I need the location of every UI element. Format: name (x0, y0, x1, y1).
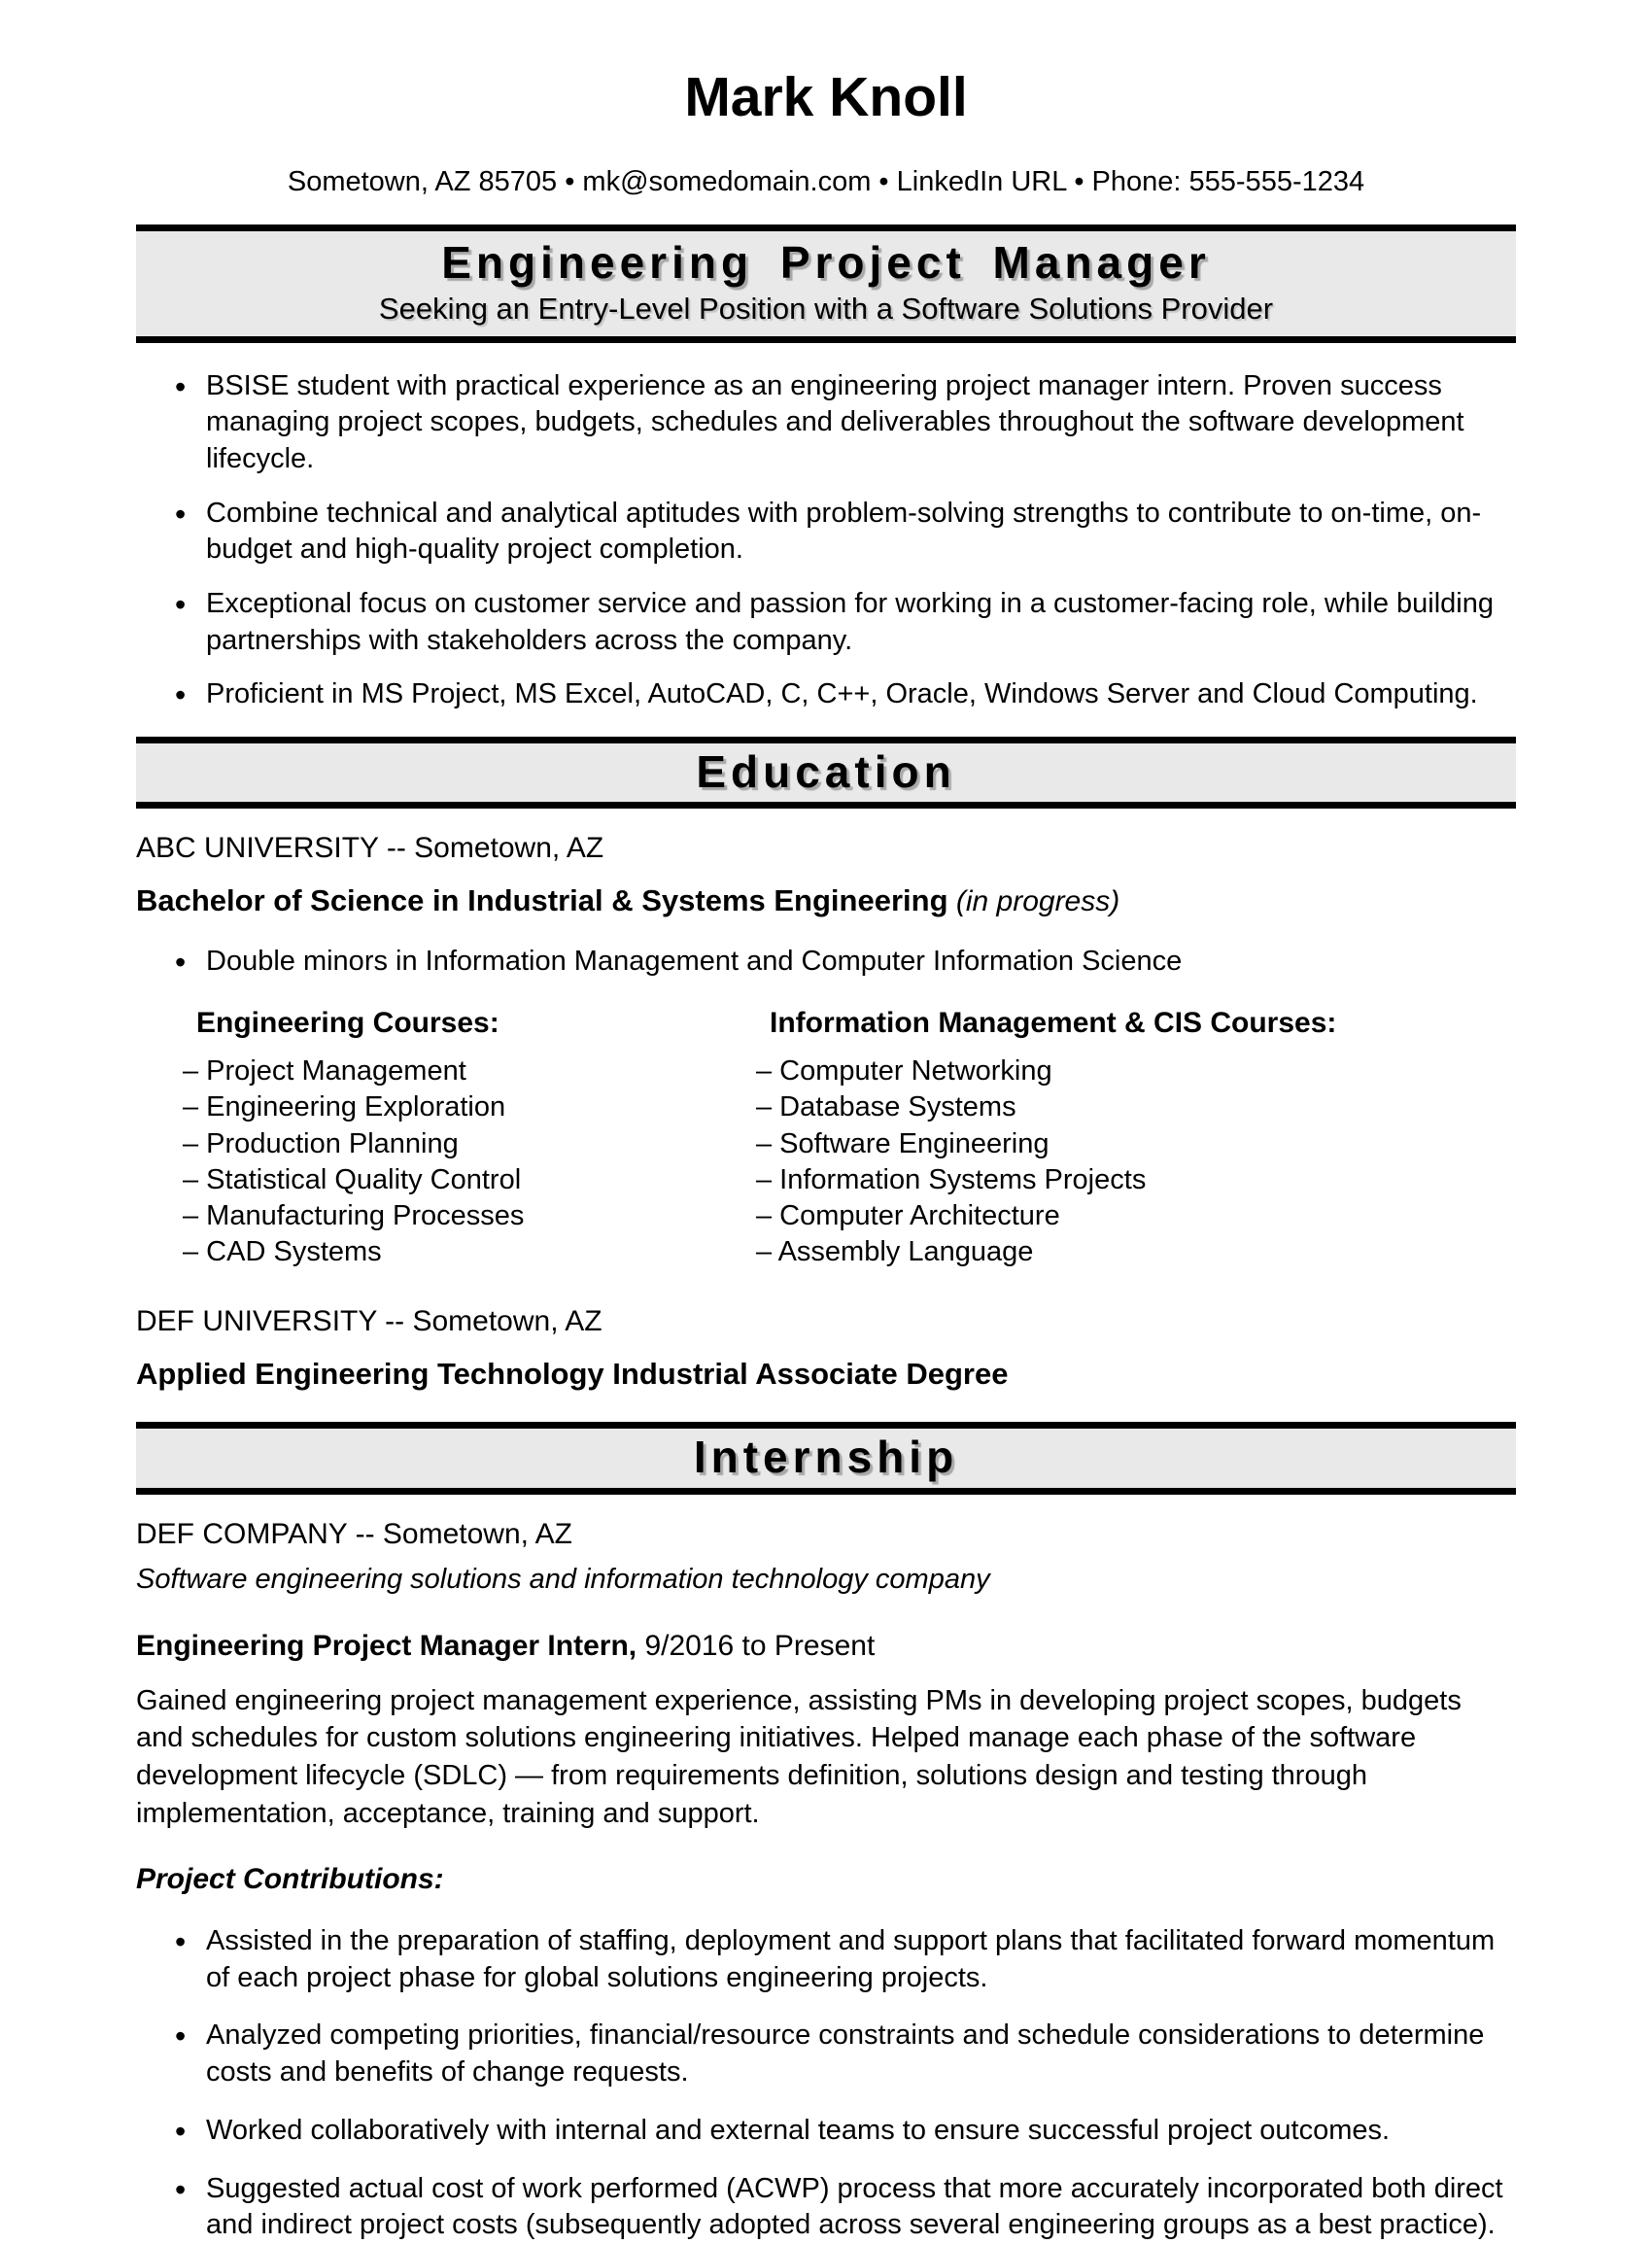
contribution-bullet: • Analyzed competing priorities, financial/resource constraints and schedule considerations to determine costs and benefits of change requests. (136, 2018, 1516, 2090)
summary-bullet-list (136, 368, 1516, 714)
course-item: – Statistical Quality Control (183, 1163, 522, 1195)
degree-1-note: (in progress) (947, 884, 1120, 917)
job-title: Engineering Project Manager (441, 236, 1211, 288)
contribution-bullet: • Assisted in the preparation of staffing, deployment and support plans that facilitated forward momentum of each project phase for global solutions engineering projects. (136, 1923, 1516, 1996)
degree-1-line (136, 882, 1516, 920)
course-item: – Assembly Language (756, 1235, 1034, 1267)
course-item: – Engineering Exploration (183, 1091, 506, 1123)
title-banner (136, 224, 1516, 343)
contribution-bullet-list (136, 1923, 1516, 2244)
course-item: – Computer Networking (756, 1055, 1052, 1087)
contribution-bullet: • Worked collaboratively with internal and external teams to ensure successful project outcomes. (136, 2113, 1516, 2150)
cis-courses-heading: Information Management & CIS Courses: (770, 1007, 1337, 1040)
company-description: Software engineering solutions and information technology company (136, 1564, 990, 1596)
course-item: – Database Systems (756, 1091, 1016, 1123)
summary-bullet: • Combine technical and analytical aptitudes with problem-solving strengths to contribute to on-time, on-budget and high-quality project completion. (136, 496, 1516, 569)
engineering-course-list (183, 1053, 756, 1270)
course-item: – Project Management (183, 1055, 466, 1087)
role-title: Engineering Project Manager Intern, (136, 1630, 637, 1663)
course-item: – Manufacturing Processes (183, 1199, 525, 1231)
role-line (136, 1628, 1516, 1665)
internship-section-banner (136, 1422, 1516, 1494)
engineering-courses-heading: Engineering Courses: (196, 1007, 499, 1040)
company-line: DEF COMPANY -- Sometown, AZ (136, 1517, 572, 1550)
minors-bullet: • Double minors in Information Management and Computer Information Science (136, 944, 1516, 981)
course-item: – Software Engineering (756, 1127, 1050, 1159)
degree-1-title: Bachelor of Science in Industrial & Systems Engineering (136, 882, 948, 917)
candidate-name: Mark Knoll (684, 66, 968, 128)
school-1-line: ABC UNIVERSITY -- Sometown, AZ (136, 832, 604, 865)
summary-bullet: • BSISE student with practical experience as an engineering project manager intern. Proven success managing project scopes, budgets, schedules and deliverables throughout the software development lifecycle. (136, 368, 1516, 478)
education-heading: Education (696, 746, 956, 798)
minors-bullet-list (136, 944, 1516, 981)
engineering-courses-column (183, 1007, 756, 1270)
summary-bullet: • Exceptional focus on customer service and passion for working in a customer-facing role, while building partnerships with stakeholders across the company. (136, 586, 1516, 659)
contributions-heading: Project Contributions: (136, 1863, 444, 1896)
contact-line: Sometown, AZ 85705 • mk@somedomain.com • LinkedIn URL • Phone: 555-555-1234 (287, 166, 1365, 197)
contribution-bullet: • Suggested actual cost of work performed (ACWP) process that more accurately incorporated both direct and indirect project costs (subsequently adopted across several engineering groups as a best practice). (136, 2171, 1516, 2244)
course-item: – CAD Systems (183, 1235, 382, 1267)
internship-heading: Internship (693, 1432, 959, 1483)
degree-2-line: Applied Engineering Technology Industrial Associate Degree (136, 1356, 1009, 1391)
school-2-line: DEF UNIVERSITY -- Sometown, AZ (136, 1305, 602, 1338)
course-item: – Computer Architecture (756, 1199, 1060, 1231)
objective-subtitle: Seeking an Entry-Level Position with a Software Solutions Provider (378, 291, 1274, 326)
summary-bullet: • Proficient in MS Project, MS Excel, AutoCAD, C, C++, Oracle, Windows Server and Cloud Computing. (136, 676, 1516, 713)
education-section-banner (136, 737, 1516, 809)
cis-course-list (756, 1053, 1516, 1270)
role-dates: 9/2016 to Present (637, 1630, 876, 1663)
course-columns (136, 1007, 1516, 1270)
cis-courses-column (756, 1007, 1516, 1270)
course-item: – Information Systems Projects (756, 1163, 1147, 1195)
internship-summary: Gained engineering project management experience, assisting PMs in developing project scopes, budgets and schedules for custom solutions engineering initiatives. Helped manage each phase of the software development lifecycle (SDLC) — from requirements definition, solutions design and testing through implementation, acceptance, training and support. (136, 1684, 1462, 1829)
course-item: – Production Planning (183, 1127, 459, 1159)
